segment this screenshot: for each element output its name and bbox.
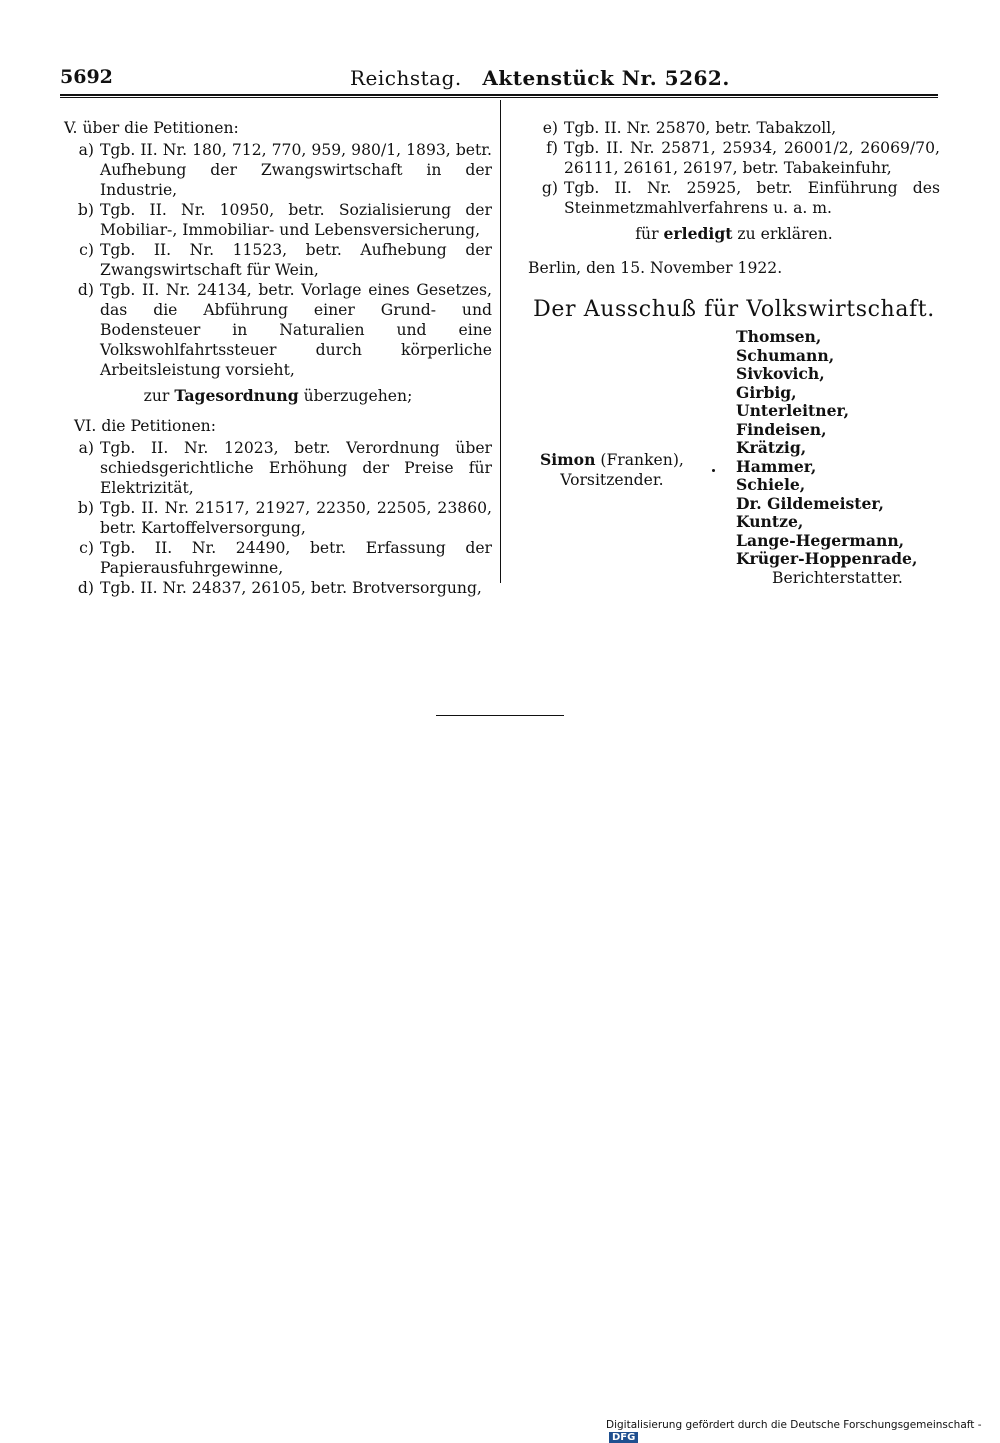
header-rule-thin [60, 97, 938, 98]
committee-title: Der Ausschuß für Volkswirtschaft. [533, 297, 935, 322]
list-item: g) Tgb. II. Nr. 25925, betr. Einführung des Steinmetzmahlverfahrens u. a. m. [541, 179, 940, 217]
chair-signature [540, 450, 684, 490]
member-name: Schumann, [736, 345, 835, 365]
member-name: Sivkovich, [736, 364, 825, 383]
list-item: a) Tgb. II. Nr. 180, 712, 770, 959, 980/1, 1893, betr. Aufhebung der Zwangswirtschaft in der Industrie, [78, 141, 492, 199]
digitization-credit [606, 1419, 1000, 1443]
member-name: Kuntze, [736, 512, 804, 531]
rapporteur-label: Berichterstatter. [772, 569, 903, 587]
document-number: Aktenstück Nr. 5262. [482, 66, 730, 90]
running-title [350, 66, 730, 90]
member-name: Thomsen, [736, 327, 822, 346]
chair-name: Simon [540, 450, 596, 469]
list-item: d) Tgb. II. Nr. 24134, betr. Vorlage eines Gesetzes, das die Abführung einer Grund- und Bodensteuer in Naturalien und eine Volkswohlfahrtssteuer durch körperliche Arbeitsleistung vorsieht, [77, 281, 492, 379]
right-column [528, 118, 940, 598]
list-item: b) Tgb. II. Nr. 10950, betr. Sozialisierung der Mobiliar-, Immobiliar- und Lebensversicherung, [77, 201, 492, 239]
list-item: c) Tgb. II. Nr. 24490, betr. Erfassung der Papierausfuhrgewinne, [79, 539, 492, 577]
column-separator [500, 100, 501, 583]
list-item: e) Tgb. II. Nr. 25870, betr. Tabakzoll, [542, 119, 837, 137]
member-name: Schiele, [736, 475, 806, 494]
section-vi-heading: VI. die Petitionen: [74, 417, 216, 435]
member-name: Findeisen, [736, 419, 827, 439]
list-item: b) Tgb. II. Nr. 21517, 21927, 22350, 22505, 23860, betr. Kartoffelversorgung, [77, 499, 492, 537]
list-item: f) Tgb. II. Nr. 25871, 25934, 26001/2, 26069/70, 26111, 26161, 26197, betr. Tabakeinfuhr, [546, 139, 940, 177]
page-header [60, 66, 938, 94]
list-item: a) Tgb. II. Nr. 12023, betr. Verordnung über schiedsgerichtliche Erhöhung der Preise für Elektrizität, [78, 439, 492, 497]
member-name: Hammer, [736, 456, 817, 476]
member-name: Girbig, [736, 382, 797, 402]
print-dot [712, 469, 715, 472]
chair-region: (Franken), [600, 451, 684, 469]
section-v-heading: V. über die Petitionen: [64, 119, 239, 137]
right-closing: für erledigt zu erklären. [635, 224, 833, 243]
member-name: Lange-Hegermann, [736, 530, 905, 550]
reichstag-label: Reichstag. [350, 66, 462, 90]
page-number: 5692 [60, 66, 113, 88]
section-v-closing: zur Tagesordnung überzugehen; [143, 386, 413, 405]
list-item: d) Tgb. II. Nr. 24837, 26105, betr. Brotversorgung, [77, 579, 482, 597]
member-list [736, 328, 917, 569]
dfg-logo: DFG [609, 1432, 638, 1443]
left-column [64, 118, 492, 598]
date-line: Berlin, den 15. November 1922. [528, 259, 783, 277]
credit-text: Digitalisierung gefördert durch die Deutsche Forschungsgemeinschaft - [606, 1419, 982, 1431]
end-rule [436, 715, 564, 716]
member-name: Dr. Gildemeister, [736, 493, 884, 513]
member-name: Krüger-Hoppenrade, [736, 549, 918, 568]
list-item: c) Tgb. II. Nr. 11523, betr. Aufhebung der Zwangswirtschaft für Wein, [79, 241, 492, 279]
header-rule [60, 94, 938, 96]
signature-block [528, 328, 940, 598]
member-name: Krätzig, [736, 438, 807, 457]
chair-role: Vorsitzender. [560, 471, 664, 489]
member-name: Unterleitner, [736, 401, 850, 420]
